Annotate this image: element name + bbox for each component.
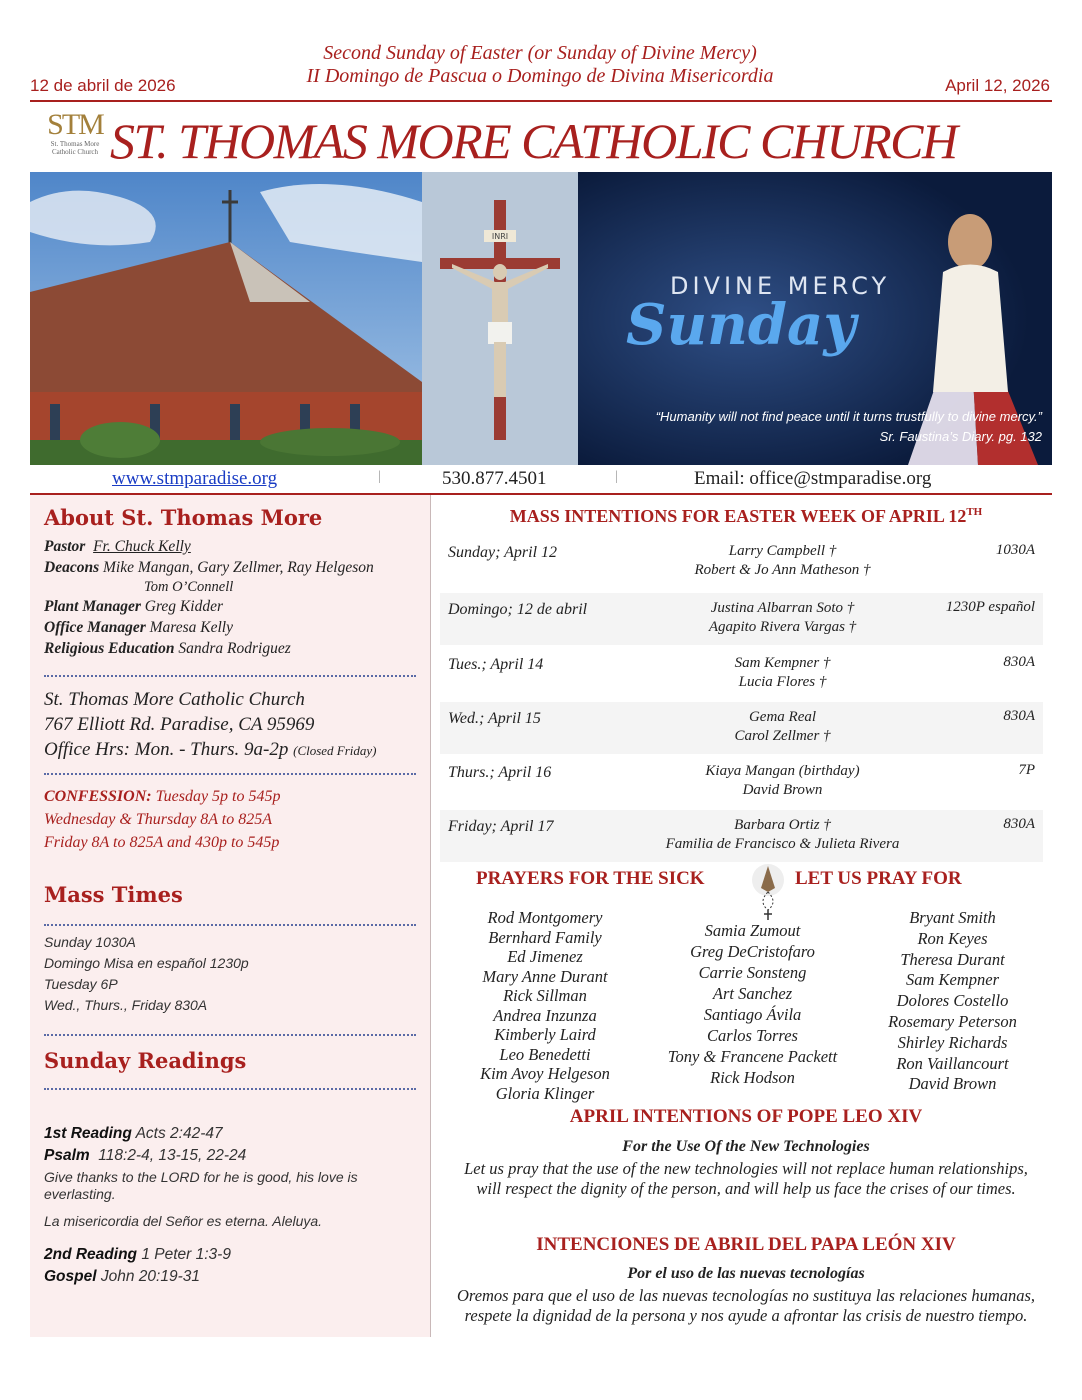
sidebar [30,495,431,1337]
religious-ed-name: Sandra Rodriguez [178,640,291,657]
intention-name: Lucia Flores † [738,674,827,690]
prayer-name: Tony & Francene Packett [667,1047,838,1066]
prayer-name: Theresa Durant [900,949,1005,969]
intention-row [440,536,1043,592]
prayer-name: Ron Vaillancourt [896,1053,1009,1073]
intention-day: Sunday; April 12 [448,544,558,561]
office-label: Office Manager [44,619,146,636]
intention-names [590,542,975,580]
confession-wed-thu: Wednesday & Thursday 8A to 825A [44,811,272,828]
quote-text: “Humanity will not find peace until it turns trustfully to divine mercy.” [655,409,1042,424]
intention-names [590,599,975,637]
intention-row [440,702,1043,754]
office-hours-text: Office Hrs: Mon. - Thurs. 9a-2p [44,739,289,760]
first-reading-label: 1st Reading [44,1125,132,1142]
logo-subtitle: St. Thomas More Catholic Church [50,140,100,156]
contact-bar [30,465,1052,493]
phone-number: 530.877.4501 [442,468,547,489]
mass-times-list [44,932,416,1016]
intention-name: Sam Kempner † [734,655,831,671]
email-address[interactable]: Email: office@stmparadise.org [694,468,932,489]
church-building-photo [30,172,422,465]
divider [44,924,416,926]
divine-mercy-banner [578,172,1052,465]
prayer-name: Kim Avoy Helgeson [480,1064,610,1083]
pope-intention-body-es: Oremos para que el uso de las nuevas tecnologías no sustituya las relaciones humanas, respete la dignidad de la persona y nos ayude a afrontar las crisis de nuestro tiempo. [456,1286,1036,1325]
prayer-name: Rick Hodson [710,1068,795,1087]
confession-tuesday: Tuesday 5p to 545p [155,788,281,805]
deacons-line-2: Tom O’Connell [144,579,234,595]
quote-source: Sr. Faustina’s Diary. pg. 132 [879,429,1042,444]
address-name: St. Thomas More Catholic Church [44,689,305,710]
mass-intentions-title [440,506,1052,527]
staff-list [44,536,416,659]
intention-day: Friday; April 17 [448,818,554,835]
prayers-sick-title: PRAYERS FOR THE SICK [476,868,705,889]
gospel: John 20:19-31 [100,1268,200,1285]
prayer-name: Shirley Richards [897,1032,1008,1052]
mass-time-item: Wed., Thurs., Friday 830A [44,997,208,1013]
psalm: 118:2-4, 13-15, 22-24 [98,1147,247,1164]
psalm-label: Psalm [44,1147,90,1164]
office-hours [44,737,416,763]
prayer-name: Santiago Ávila [703,1005,802,1024]
prayer-list-col3 [855,908,1050,1095]
confession-friday: Friday 8A to 825A and 430p to 545p [44,834,280,851]
crucifix-photo [422,172,578,465]
title-superscript: TH [966,506,983,518]
prayer-name: Art Sanchez [712,984,793,1003]
prayer-name: David Brown [908,1074,997,1094]
intention-name: Agapito Rivera Vargas † [708,619,857,635]
deacons-label: Deacons [44,559,100,576]
intention-name: Robert & Jo Ann Matheson † [694,562,871,578]
divider [44,773,416,775]
plant-manager-name: Greg Kidder [144,598,223,615]
date-english: April 12, 2026 [945,76,1050,95]
second-reading: 1 Peter 1:3-9 [141,1246,231,1263]
pope-intentions-title-es: INTENCIONES DE ABRIL DEL PAPA LEÓN XIV [536,1234,956,1255]
intention-day: Domingo; 12 de abril [448,601,588,618]
intention-row [440,593,1043,645]
prayer-name: Kimberly Laird [494,1025,596,1044]
intention-names [590,708,975,746]
prayer-name: Rod Montgomery [487,908,603,927]
office-manager-line [44,617,416,638]
mass-time-item: Domingo Misa en español 1230p [44,955,249,971]
mass-time-item: Sunday 1030A [44,934,136,950]
plant-label: Plant Manager [44,598,141,615]
pastor-label: Pastor [44,538,86,555]
intention-names [590,654,975,692]
religious-ed-line [44,638,416,659]
occasion-spanish: II Domingo de Pascua o Domingo de Divina Misericordia [306,65,774,87]
intention-time: 830A [1003,708,1035,724]
mass-time-item: Tuesday 6P [44,976,118,992]
header-rule [30,100,1052,102]
prayer-list-col1 [440,908,650,1103]
intention-row [440,810,1043,862]
mass-intentions-title-text: MASS INTENTIONS FOR EASTER WEEK OF APRIL 12 [509,506,967,526]
prayer-name: Ed Jimenez [507,947,583,966]
prayer-name: Carlos Torres [707,1026,798,1045]
inri-sign: INRI [491,232,509,241]
office-manager-name: Maresa Kelly [149,619,233,636]
intention-day: Thurs.; April 16 [448,764,552,781]
second-reading-label: 2nd Reading [44,1246,138,1263]
faustina-quote [656,407,1042,447]
prayer-name: Gloria Klinger [495,1083,595,1103]
intention-name: Gema Real [748,709,817,725]
confession-label: CONFESSION: [44,788,152,805]
prayer-name: Andrea Inzunza [493,1005,597,1025]
prayer-name: Samia Zumout [704,921,801,940]
church-name: ST. THOMAS MORE CATHOLIC CHURCH [110,113,957,169]
intention-row [440,648,1043,700]
divider [44,1034,416,1036]
deacons-names: Mike Mangan, Gary Zellmer, Ray Helgeson [102,559,374,576]
intention-name: David Brown [742,782,823,798]
intention-time: 7P [1018,762,1035,778]
let-us-pray-title: LET US PRAY FOR [795,868,962,889]
mass-times-title: Mass Times [44,882,183,907]
office-closed: (Closed Friday) [293,743,377,758]
divine-mercy-script: Sunday [626,292,856,358]
prayer-name: Bryant Smith [909,908,996,927]
intention-name: Familia de Francisco & Julieta Rivera [665,836,900,852]
logo-monogram: STM [47,108,103,141]
intention-names [590,816,975,854]
intention-name: Kiaya Mangan (birthday) [705,763,860,779]
prayer-name: Sam Kempner [905,970,1000,990]
pope-intentions-title-en: APRIL INTENTIONS OF POPE LEO XIV [569,1106,923,1127]
pastor-name: Fr. Chuck Kelly [93,538,191,555]
occasion-english: Second Sunday of Easter (or Sunday of Divine Mercy) [323,42,757,64]
confession-block [44,785,416,854]
prayer-name: Leo Benedetti [499,1044,591,1064]
address-street: 767 Elliott Rd. Paradise, CA 95969 [44,714,315,735]
contact-separator: | [615,469,618,484]
intention-time: 1030A [995,542,1035,558]
readings-title: Sunday Readings [44,1048,247,1073]
prayer-list-col2 [650,920,855,1088]
psalm-response-spanish: La misericordia del Señor es eterna. Aleluya. [44,1213,323,1229]
address-block [44,687,416,763]
psalm-response-english: Give thanks to the LORD for he is good, his love is everlasting. [44,1169,358,1202]
gospel-label: Gospel [44,1268,97,1285]
about-title: About St. Thomas More [44,505,323,530]
intention-name: Justina Albarran Soto † [710,600,855,616]
intention-day: Tues.; April 14 [448,656,544,673]
divider [44,1088,416,1090]
readings-list [44,1123,416,1288]
occasion-heading [230,42,850,88]
prayer-name: Ron Keyes [917,928,988,948]
pope-intention-body-en: Let us pray that the use of the new technologies will not replace human relationships, will respect the dignity of the person, and will help us face the crises of our times. [464,1159,1028,1198]
intention-row [440,756,1043,808]
divider [44,675,416,677]
intention-time: 830A [1003,654,1035,670]
website-link[interactable]: www.stmparadise.org [112,468,278,489]
contact-separator: | [378,469,381,484]
prayer-name: Bernhard Family [488,927,602,947]
prayer-name: Dolores Costello [896,991,1009,1011]
prayer-name: Mary Anne Durant [482,966,608,986]
intention-name: Larry Campbell † [728,543,837,559]
pope-intention-subtitle-en: For the Use Of the New Technologies [622,1138,870,1155]
prayer-name: Greg DeCristofaro [690,942,815,961]
praying-hands-icon [748,862,788,922]
divine-mercy-title: DIVINE MERCY [670,272,891,300]
intention-names [590,762,975,800]
date-spanish: 12 de abril de 2026 [30,76,176,95]
prayer-name: Rosemary Peterson [888,1011,1017,1031]
prayer-name: Carrie Sonsteng [698,963,807,982]
intention-name: Barbara Ortiz † [734,817,831,833]
pope-intention-subtitle-es: Por el uso de las nuevas tecnologías [627,1265,865,1282]
deacons-line [44,557,416,578]
pastor-line [44,536,416,557]
religious-label: Religious Education [44,640,175,657]
plant-manager-line [44,596,416,617]
prayer-name: Rick Sillman [503,986,587,1005]
intention-time: 830A [1003,816,1035,832]
intention-day: Wed.; April 15 [448,710,541,727]
first-reading: Acts 2:42-47 [135,1125,223,1142]
intention-time: 1230P español [945,599,1035,615]
church-logo [44,110,106,162]
intention-name: Carol Zellmer † [734,728,831,744]
